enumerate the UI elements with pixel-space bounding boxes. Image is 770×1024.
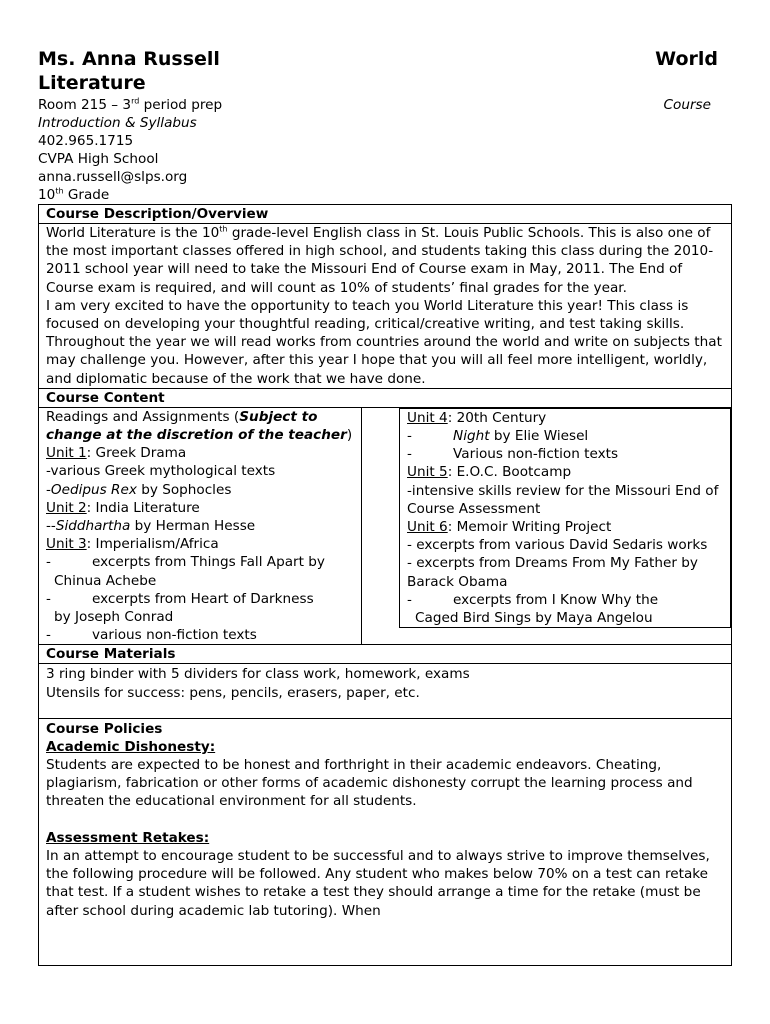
section-title-description: Course Description/Overview	[39, 205, 731, 224]
phone: 402.965.1715	[38, 133, 134, 149]
subtitle: Introduction & Syllabus	[38, 115, 197, 131]
materials-line: Utensils for success: pens, pencils, erasers, paper, etc.	[46, 684, 420, 701]
unit-3-item: - various non-fiction texts	[46, 627, 257, 644]
unit-5: Unit 5: E.O.C. Bootcamp	[407, 464, 572, 481]
description-body	[39, 224, 731, 389]
content-left-column	[39, 408, 362, 645]
unit-6-item: - excerpts from I Know Why the	[407, 591, 659, 608]
unit-4-item: - Various non-fiction texts	[407, 446, 619, 463]
school-name: CVPA High School	[38, 151, 159, 167]
materials-body	[39, 665, 731, 718]
teacher-name: Ms. Anna Russell	[38, 48, 220, 70]
unit-3: Unit 3: Imperialism/Africa	[46, 536, 219, 553]
materials-line: 3 ring binder with 5 dividers for class work, homework, exams	[46, 666, 470, 683]
unit-2: Unit 2: India Literature	[46, 499, 200, 516]
grade: 10th Grade	[38, 186, 110, 203]
unit-1: Unit 1: Greek Drama	[46, 445, 187, 462]
course-title-left: Literature	[38, 72, 146, 94]
retakes-text: In an attempt to encourage student to be successful and to always strive to improve themselves, the following procedure will be followed. Any student who makes below 70% on a test can retake that test. If a student wishes to retake a test they should arrange a time for the retake (must be after school during academic lab tutoring). When	[46, 847, 710, 919]
unit-5-item: -intensive skills review for the Missouri End of Course Assessment	[407, 482, 719, 517]
section-title-content: Course Content	[39, 389, 731, 408]
unit-4: Unit 4: 20th Century	[407, 409, 547, 426]
header	[38, 47, 732, 204]
unit-6-item-cont: Caged Bird Sings by Maya Angelou	[415, 610, 653, 627]
syllabus-table	[38, 204, 732, 966]
unit-1-item: -various Greek mythological texts	[46, 463, 276, 480]
syllabus-page	[38, 47, 732, 966]
email: anna.russell@slps.org	[38, 169, 188, 185]
description-paragraph-2: I am very excited to have the opportunity to teach you World Literature this year! This class is focused on developing your thoughtful reading, critical/creative writing, and test taking skills. Throughout the year we will read works from countries around the world and write on subjects that may challenge you. However, after this year I hope that you will all feel more intelligent, worldly, and diplomatic because of the work that we have done.	[46, 297, 722, 387]
dishonesty-text: Students are expected to be honest and forthright in their academic endeavors. Cheating, plagiarism, fabrication or other forms of academic dishonesty corrupt the learning process and threaten the educational environment for all students.	[46, 757, 693, 810]
room-info: Room 215 – 3rd period prep	[38, 96, 223, 113]
unit-3-item: - excerpts from Heart of Darkness	[46, 590, 314, 607]
readings-intro: Readings and Assignments (Subject to change at the discretion of the teacher)	[46, 408, 353, 444]
unit-2-item: --Siddhartha by Herman Hesse	[46, 518, 256, 535]
unit-6-item: - excerpts from Dreams From My Father by Barack Obama	[407, 555, 698, 590]
unit-6-item: - excerpts from various David Sedaris works	[407, 537, 708, 554]
unit-3-item-cont: by Joseph Conrad	[54, 609, 174, 626]
unit-6: Unit 6: Memoir Writing Project	[407, 519, 612, 536]
content-right-column	[399, 408, 731, 628]
retakes-title: Assessment Retakes:	[46, 829, 210, 846]
course-word: Course	[663, 97, 711, 113]
unit-3-item: - excerpts from Things Fall Apart by	[46, 554, 325, 571]
unit-3-item-cont: Chinua Achebe	[54, 572, 157, 589]
policies-section	[39, 719, 731, 966]
section-title-materials: Course Materials	[39, 645, 731, 664]
course-title-right: World	[655, 48, 718, 70]
unit-1-item: -Oedipus Rex by Sophocles	[46, 481, 232, 498]
content-columns	[39, 408, 731, 646]
unit-4-item: - Night by Elie Wiesel	[407, 428, 589, 445]
dishonesty-title: Academic Dishonesty:	[46, 738, 216, 755]
section-title-policies: Course Policies	[46, 720, 163, 737]
description-paragraph-1: World Literature is the 10th grade-level English class in St. Louis Public Schools. This is also one of the most important classes offered in high school, and students taking this class during the 2010-2011 school year will need to take the Missouri End of Course exam in May, 2011. The End of Course exam is required, and will count as 10% of students’ final grades for the year.	[46, 224, 714, 296]
